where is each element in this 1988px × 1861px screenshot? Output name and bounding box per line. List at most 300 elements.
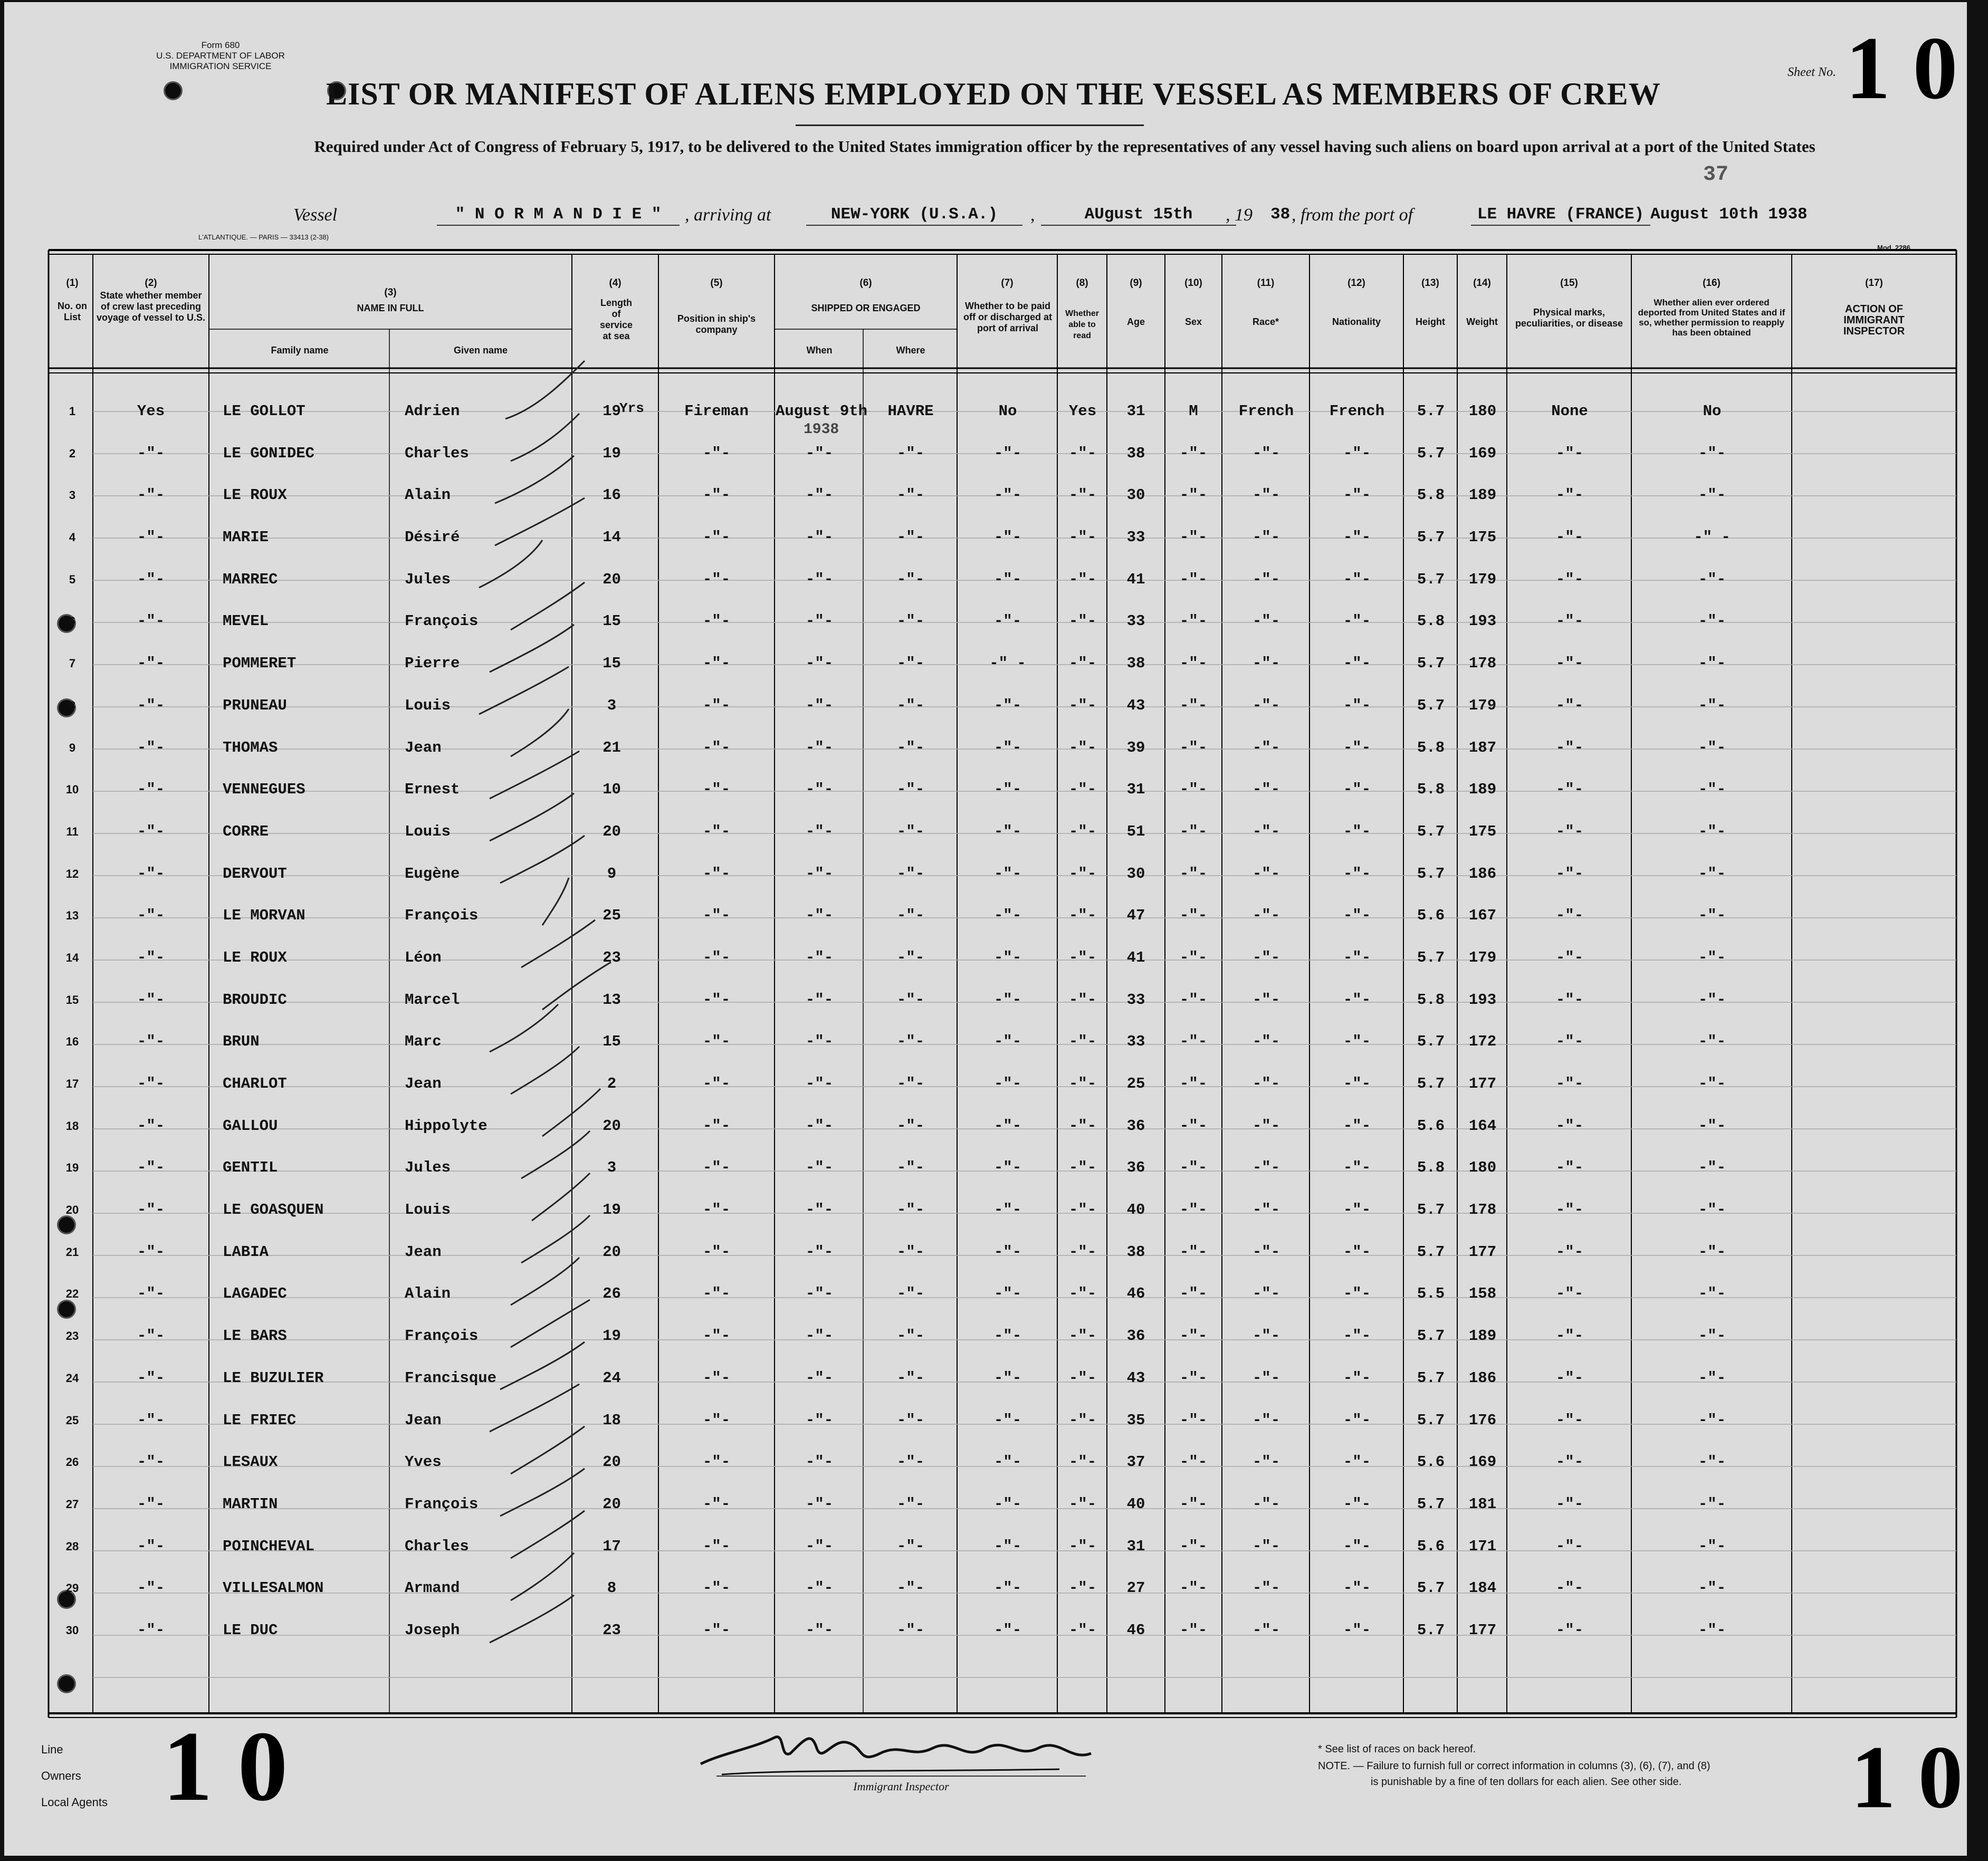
physical-marks-cell: -"- [1555, 1579, 1584, 1597]
sex-cell: -"- [1179, 1033, 1208, 1051]
service-length-cell: 26 [603, 1285, 621, 1303]
sex-cell: -"- [1179, 822, 1208, 840]
able-to-read-cell: -"- [1068, 1411, 1097, 1429]
weight-cell: 169 [1468, 1453, 1497, 1471]
shipped-when-cell: -"- [805, 948, 834, 966]
col4-num: (4) [609, 277, 622, 289]
line-label: Line [41, 1743, 63, 1756]
service-length-cell: 8 [607, 1579, 617, 1597]
col6-header: SHIPPED OR ENGAGED [811, 303, 921, 313]
shipped-when-cell: -"- [805, 1327, 834, 1345]
shipped-when-cell: -"- [805, 1159, 834, 1177]
deported-cell: -"- [1698, 948, 1726, 966]
nationality-cell: -"- [1343, 1411, 1371, 1429]
nationality-cell: -"- [1343, 529, 1371, 546]
service-length-cell: 24 [603, 1369, 621, 1387]
race-cell: -"- [1252, 1201, 1280, 1219]
sex-cell: -"- [1179, 696, 1208, 714]
service-length-cell: 20 [603, 1495, 621, 1513]
age-cell: 38 [1126, 1243, 1145, 1261]
nationality-cell: -"- [1343, 1579, 1371, 1597]
given-name-cell: Marcel [405, 991, 460, 1009]
prev-voyage-cell: -"- [137, 612, 165, 630]
given-name-cell: Louis [405, 822, 451, 840]
nationality-cell: -"- [1343, 1075, 1371, 1092]
given-name-cell: François [405, 907, 479, 925]
able-to-read-cell: -"- [1068, 1201, 1097, 1219]
given-name-cell: Yves [405, 1453, 442, 1471]
physical-marks-cell: -"- [1555, 1327, 1584, 1345]
table-row [54, 727, 1916, 769]
given-name-cell: Adrien [405, 402, 460, 420]
physical-marks-cell: -"- [1555, 991, 1584, 1009]
table-row [54, 769, 1916, 811]
shipped-where-cell: -"- [896, 865, 925, 882]
shipped-when-cell: -"- [805, 822, 834, 840]
paid-off-cell: -"- [993, 948, 1022, 966]
row-number: 29 [65, 1581, 79, 1595]
col16-num: (16) [1703, 277, 1721, 289]
nationality-cell: French [1329, 402, 1385, 420]
row-number: 25 [65, 1413, 79, 1427]
table-row [54, 853, 1916, 895]
race-cell: -"- [1252, 948, 1280, 966]
sex-cell: -"- [1179, 1537, 1208, 1555]
position-cell: -"- [702, 529, 731, 546]
table-row [54, 1147, 1916, 1189]
nationality-cell: -"- [1343, 1159, 1371, 1177]
model-number: Mod. 2286 [1877, 244, 1910, 252]
col8-num: (8) [1076, 277, 1088, 289]
position-cell: -"- [702, 1621, 731, 1639]
service-length-cell: 15 [603, 655, 621, 673]
able-to-read-cell: -"- [1068, 486, 1097, 504]
prev-voyage-cell: -"- [137, 822, 165, 840]
paid-off-cell: -"- [993, 1075, 1022, 1092]
position-cell: -"- [702, 655, 731, 673]
sex-cell: -"- [1179, 1453, 1208, 1471]
col5-header: Position in ship's company [677, 313, 756, 335]
height-cell: 5.8 [1417, 612, 1445, 630]
weight-cell: 176 [1468, 1411, 1497, 1429]
service-length-cell: 23 [603, 1621, 621, 1639]
physical-marks-cell: -"- [1555, 1537, 1584, 1555]
race-cell: -"- [1252, 612, 1280, 630]
years-unit: Yrs [619, 400, 644, 416]
sex-cell: -"- [1179, 486, 1208, 504]
prev-voyage-cell: -"- [137, 655, 165, 673]
physical-marks-cell: -"- [1555, 1075, 1584, 1092]
able-to-read-cell: -"- [1068, 1537, 1097, 1555]
race-cell: -"- [1252, 1159, 1280, 1177]
height-cell: 5.6 [1417, 907, 1445, 925]
able-to-read-cell: -"- [1068, 444, 1097, 462]
paid-off-cell: -"- [993, 1117, 1022, 1135]
able-to-read-cell: -"- [1068, 1075, 1097, 1092]
height-cell: 5.8 [1417, 991, 1445, 1009]
sheet-label: Sheet No. [1788, 65, 1836, 79]
able-to-read-cell: -"- [1068, 907, 1097, 925]
family-name-cell: LABIA [223, 1243, 269, 1261]
paid-off-cell: -"- [993, 486, 1022, 504]
race-cell: -"- [1252, 486, 1280, 504]
prev-voyage-cell: -"- [137, 1201, 165, 1219]
shipped-when-cell: -"- [805, 1369, 834, 1387]
family-name-cell: LE BUZULIER [223, 1369, 324, 1387]
prev-voyage-cell: -"- [137, 865, 165, 882]
family-name-cell: THOMAS [223, 738, 278, 756]
race-cell: -"- [1252, 1579, 1280, 1597]
physical-marks-cell: -"- [1555, 822, 1584, 840]
col3a-header: Family name [271, 345, 329, 356]
nationality-cell: -"- [1343, 1369, 1371, 1387]
height-cell: 5.7 [1417, 1369, 1445, 1387]
page-title: LIST OR MANIFEST OF ALIENS EMPLOYED ON THE VESSEL AS MEMBERS OF CREW [326, 76, 1661, 111]
prev-voyage-cell: -"- [137, 1369, 165, 1387]
shipped-where-cell: -"- [896, 1369, 925, 1387]
weight-cell: 175 [1468, 822, 1497, 840]
family-name-cell: PRUNEAU [223, 696, 287, 714]
service-length-cell: 19 [603, 402, 621, 420]
able-to-read-cell: -"- [1068, 655, 1097, 673]
col3-num: (3) [384, 287, 397, 298]
age-cell: 31 [1126, 402, 1145, 420]
age-cell: 35 [1126, 1411, 1145, 1429]
nationality-cell: -"- [1343, 1537, 1371, 1555]
table-row [54, 1441, 1916, 1483]
able-to-read-cell: -"- [1068, 948, 1097, 966]
age-cell: 46 [1126, 1285, 1145, 1303]
weight-cell: 181 [1468, 1495, 1497, 1513]
from-port-label: , from the port of [1292, 205, 1413, 225]
race-cell: -"- [1252, 1621, 1280, 1639]
col12-header: Nationality [1332, 316, 1381, 327]
paid-off-cell: -"- [993, 781, 1022, 799]
given-name-cell: François [405, 1495, 479, 1513]
able-to-read-cell: -"- [1068, 1327, 1097, 1345]
position-cell: -"- [702, 1579, 731, 1597]
weight-cell: 177 [1468, 1075, 1497, 1092]
weight-cell: 186 [1468, 1369, 1497, 1387]
shipped-where-cell: -"- [896, 1327, 925, 1345]
nationality-cell: -"- [1343, 1327, 1371, 1345]
paid-off-cell: -"- [993, 1201, 1022, 1219]
nationality-cell: -"- [1343, 738, 1371, 756]
deported-cell: -"- [1698, 1033, 1726, 1051]
sex-cell: -"- [1179, 1201, 1208, 1219]
table-row [54, 1315, 1916, 1357]
deported-cell: -"- [1698, 1453, 1726, 1471]
shipped-where-cell: -"- [896, 612, 925, 630]
col3b-header: Given name [453, 345, 508, 356]
col15-num: (15) [1560, 277, 1578, 289]
deported-cell: -"- [1698, 1495, 1726, 1513]
position-cell: -"- [702, 781, 731, 799]
shipped-where-cell: -"- [896, 1411, 925, 1429]
prev-voyage-cell: -"- [137, 1033, 165, 1051]
given-name-cell: Charles [405, 1537, 469, 1555]
position-cell: -"- [702, 1453, 731, 1471]
race-cell: -"- [1252, 865, 1280, 882]
table-row [54, 1063, 1916, 1105]
sex-cell: -"- [1179, 948, 1208, 966]
height-cell: 5.7 [1417, 1579, 1445, 1597]
col1-num: (1) [66, 277, 79, 289]
paid-off-cell: -"- [993, 991, 1022, 1009]
able-to-read-cell: -"- [1068, 529, 1097, 546]
given-name-cell: Marc [405, 1033, 442, 1051]
deported-cell: -"- [1698, 865, 1726, 882]
row-number: 6 [69, 615, 76, 628]
deported-cell: -"- [1698, 738, 1726, 756]
weight-cell: 184 [1468, 1579, 1497, 1597]
deported-cell: -"- [1698, 1579, 1726, 1597]
age-cell: 36 [1126, 1159, 1145, 1177]
position-cell: -"- [702, 1033, 731, 1051]
height-cell: 5.7 [1417, 402, 1445, 420]
deported-cell: No [1703, 402, 1722, 420]
table-row [54, 559, 1916, 601]
races-note: * See list of races on back hereof. [1318, 1743, 1476, 1755]
shipped-when-cell: -"- [805, 529, 834, 546]
able-to-read-cell: -"- [1068, 1579, 1097, 1597]
row-number: 21 [65, 1245, 79, 1259]
sex-cell: -"- [1179, 655, 1208, 673]
position-cell: -"- [702, 444, 731, 462]
deported-cell: -"- [1698, 1117, 1726, 1135]
service-length-cell: 10 [603, 781, 621, 799]
deported-cell: -"- [1698, 1327, 1726, 1345]
sex-cell: -"- [1179, 444, 1208, 462]
paid-off-cell: -"- [993, 1369, 1022, 1387]
position-cell: -"- [702, 486, 731, 504]
family-name-cell: LE FRIEC [223, 1411, 297, 1429]
family-name-cell: VILLESALMON [223, 1579, 324, 1597]
weight-cell: 169 [1468, 444, 1497, 462]
shipped-when-cell: -"- [805, 738, 834, 756]
family-name-cell: MARREC [223, 570, 278, 588]
row-number: 28 [65, 1539, 79, 1553]
shipped-where-cell: HAVRE [887, 402, 934, 420]
age-cell: 25 [1126, 1075, 1145, 1092]
service-length-cell: 20 [603, 1243, 621, 1261]
shipped-where-cell: -"- [896, 655, 925, 673]
shipped-where-cell: -"- [896, 444, 925, 462]
col16-header: Whether alien ever ordered deported from United States and if so, whether permission to reapply has been obtained [1638, 298, 1785, 338]
sex-cell: -"- [1179, 612, 1208, 630]
physical-marks-cell: -"- [1555, 612, 1584, 630]
race-cell: -"- [1252, 991, 1280, 1009]
position-cell: -"- [702, 1201, 731, 1219]
col6b-header: Where [896, 345, 925, 356]
nationality-cell: -"- [1343, 948, 1371, 966]
sex-cell: -"- [1179, 1327, 1208, 1345]
row-number: 18 [65, 1119, 79, 1133]
service-length-cell: 19 [603, 444, 621, 462]
nationality-cell: -"- [1343, 907, 1371, 925]
deported-cell: -"- [1698, 1369, 1726, 1387]
able-to-read-cell: -"- [1068, 1369, 1097, 1387]
race-cell: -"- [1252, 1369, 1280, 1387]
deported-cell: -"- [1698, 1285, 1726, 1303]
height-cell: 5.7 [1417, 570, 1445, 588]
service-length-cell: 19 [603, 1201, 621, 1219]
height-cell: 5.8 [1417, 738, 1445, 756]
weight-cell: 193 [1468, 991, 1497, 1009]
service-length-cell: 19 [603, 1327, 621, 1345]
row-number: 14 [65, 951, 79, 964]
shipped-where-cell: -"- [896, 1117, 925, 1135]
prev-voyage-cell: -"- [137, 1159, 165, 1177]
note-line2: is punishable by a fine of ten dollars for each alien. See other side. [1371, 1776, 1682, 1788]
row-number: 19 [65, 1161, 79, 1175]
height-cell: 5.7 [1417, 1621, 1445, 1639]
given-name-cell: Jean [405, 1075, 442, 1092]
shipped-where-cell: -"- [896, 822, 925, 840]
shipped-when-cell: -"- [805, 781, 834, 799]
prev-voyage-cell: -"- [137, 529, 165, 546]
sex-cell: -"- [1179, 1621, 1208, 1639]
race-cell: -"- [1252, 444, 1280, 462]
able-to-read-cell: -"- [1068, 781, 1097, 799]
service-length-cell: 13 [603, 991, 621, 1009]
shipped-when-cell: -"- [805, 486, 834, 504]
able-to-read-cell: -"- [1068, 1453, 1097, 1471]
position-cell: -"- [702, 1411, 731, 1429]
form-number: Form 680 [201, 40, 240, 50]
weight-cell: 178 [1468, 1201, 1497, 1219]
form-department: U.S. DEPARTMENT OF LABOR [156, 51, 285, 61]
shipped-where-cell: -"- [896, 696, 925, 714]
age-cell: 33 [1126, 612, 1145, 630]
position-cell: -"- [702, 1327, 731, 1345]
table-row [54, 1357, 1916, 1399]
row-number: 24 [65, 1371, 79, 1385]
sex-cell: -"- [1179, 1495, 1208, 1513]
position-cell: -"- [702, 1117, 731, 1135]
col10-header: Sex [1184, 316, 1202, 327]
able-to-read-cell: -"- [1068, 738, 1097, 756]
service-length-cell: 20 [603, 570, 621, 588]
col11-header: Race* [1252, 316, 1279, 327]
col4-header: Length of service at sea [599, 298, 633, 341]
col13-header: Height [1416, 316, 1445, 327]
row-number: 15 [65, 993, 79, 1006]
deported-cell: -"- [1698, 1537, 1726, 1555]
prev-voyage-cell: -"- [137, 1075, 165, 1092]
table-row [54, 1609, 1916, 1652]
sex-cell: -"- [1179, 1411, 1208, 1429]
signature-caption: Immigrant Inspector [853, 1780, 949, 1793]
shipped-when-cell: -"- [805, 1411, 834, 1429]
family-name-cell: BROUDIC [223, 991, 287, 1009]
deported-cell: -"- [1698, 822, 1726, 840]
family-name-cell: BRUN [223, 1033, 260, 1051]
nationality-cell: -"- [1343, 1201, 1371, 1219]
table-row [54, 1189, 1916, 1231]
physical-marks-cell: -"- [1555, 1201, 1584, 1219]
vessel-label: Vessel [293, 205, 338, 225]
able-to-read-cell: -"- [1068, 1621, 1097, 1639]
service-length-cell: 15 [603, 1033, 621, 1051]
family-name-cell: POMMERET [223, 655, 297, 673]
col17-header: ACTION OF IMMIGRANT INSPECTOR [1843, 303, 1905, 337]
shipped-when-cell: -"- [805, 1201, 834, 1219]
position-cell: -"- [702, 1537, 731, 1555]
col9-header: Age [1126, 316, 1145, 327]
height-cell: 5.8 [1417, 486, 1445, 504]
departure-date: August 10th 1938 [1650, 205, 1808, 224]
family-name-cell: LE GOASQUEN [223, 1201, 324, 1219]
physical-marks-cell: -"- [1555, 907, 1584, 925]
deported-cell: -" - [1694, 529, 1731, 546]
position-cell: -"- [702, 696, 731, 714]
service-length-cell: 25 [603, 907, 621, 925]
nationality-cell: -"- [1343, 991, 1371, 1009]
race-cell: French [1238, 402, 1294, 420]
weight-cell: 164 [1468, 1117, 1497, 1135]
shipped-where-cell: -"- [896, 1537, 925, 1555]
given-name-cell: Désiré [405, 529, 460, 546]
paid-off-cell: -"- [993, 1327, 1022, 1345]
col8-header: Whether able to read [1065, 309, 1099, 340]
row-number: 30 [65, 1623, 79, 1637]
shipped-where-cell: -"- [896, 1621, 925, 1639]
nationality-cell: -"- [1343, 570, 1371, 588]
family-name-cell: LE BARS [223, 1327, 287, 1345]
deported-cell: -"- [1698, 570, 1726, 588]
weight-cell: 171 [1468, 1537, 1497, 1555]
shipped-where-cell: -"- [896, 1453, 925, 1471]
sex-cell: -"- [1179, 1075, 1208, 1092]
paid-off-cell: -"- [993, 1453, 1022, 1471]
deported-cell: -"- [1698, 781, 1726, 799]
deported-cell: -"- [1698, 1411, 1726, 1429]
footer-sheet-number-right: 1 0 [1851, 1728, 1963, 1827]
row-number: 3 [69, 488, 76, 502]
col6-num: (6) [859, 277, 872, 289]
deported-cell: -"- [1698, 1159, 1726, 1177]
row-number: 22 [65, 1287, 79, 1301]
table-row [54, 685, 1916, 727]
prev-voyage-cell: -"- [137, 1453, 165, 1471]
race-cell: -"- [1252, 1033, 1280, 1051]
given-name-cell: Eugène [405, 865, 460, 882]
race-cell: -"- [1252, 1537, 1280, 1555]
family-name-cell: LE ROUX [223, 486, 287, 504]
shipped-when-cell: -"- [805, 1537, 834, 1555]
given-name-cell: Jean [405, 1243, 442, 1261]
row-number: 2 [69, 446, 76, 460]
able-to-read-cell: -"- [1068, 991, 1097, 1009]
given-name-cell: Armand [405, 1579, 460, 1597]
shipped-where-cell: -"- [896, 781, 925, 799]
physical-marks-cell: -"- [1555, 696, 1584, 714]
shipped-where-cell: -"- [896, 1579, 925, 1597]
col11-num: (11) [1257, 277, 1275, 289]
shipped-when-cell: -"- [805, 1579, 834, 1597]
weight-cell: 179 [1468, 696, 1497, 714]
age-cell: 38 [1126, 655, 1145, 673]
nationality-cell: -"- [1343, 1033, 1371, 1051]
row-number: 17 [65, 1077, 79, 1090]
deported-cell: -"- [1698, 1075, 1726, 1092]
age-cell: 37 [1126, 1453, 1145, 1471]
col9-num: (9) [1130, 277, 1142, 289]
height-cell: 5.7 [1417, 696, 1445, 714]
deported-cell: -"- [1698, 486, 1726, 504]
paid-off-cell: -"- [993, 1411, 1022, 1429]
